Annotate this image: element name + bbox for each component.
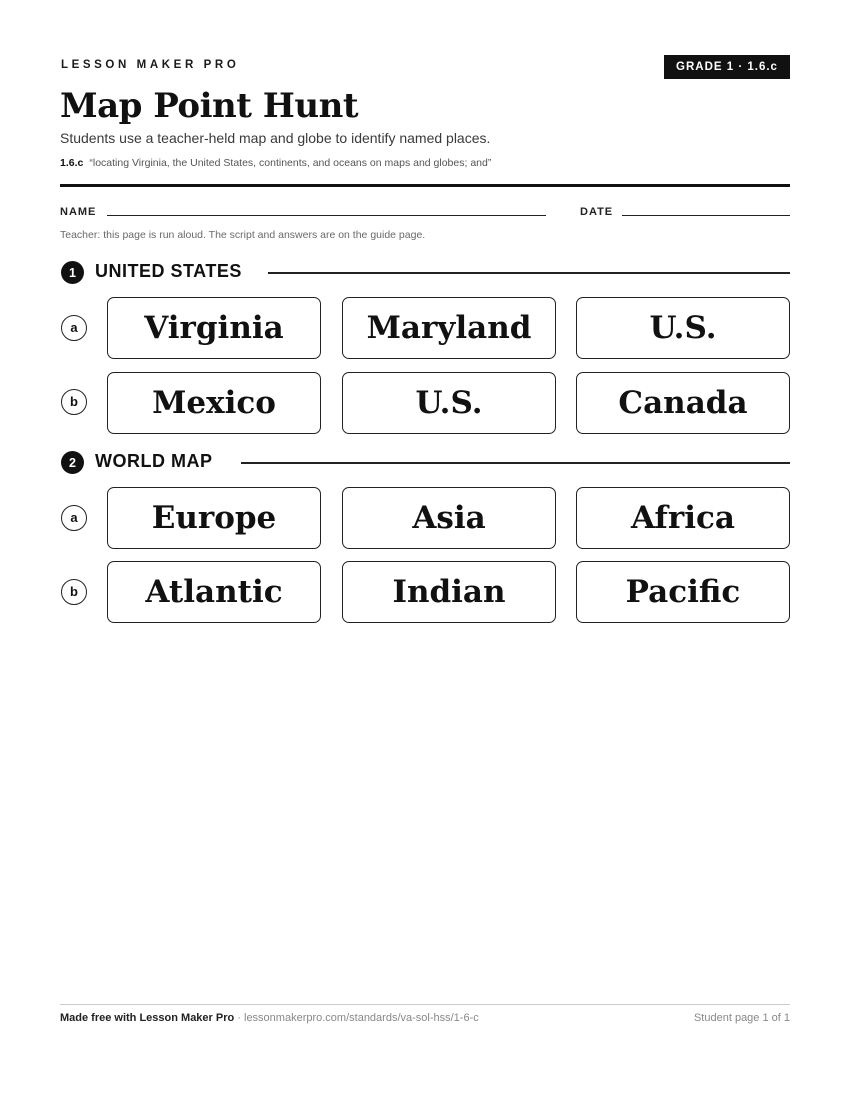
place-card-canada: Canada	[576, 372, 790, 434]
date-field[interactable]	[622, 215, 790, 216]
standard-text: “locating Virginia, the United States, continents, and oceans on maps and globes; and”	[89, 157, 492, 169]
row-2b-letter: b	[61, 579, 87, 605]
row-1b-letter: b	[61, 389, 87, 415]
section-2-title: WORLD MAP	[95, 451, 213, 471]
section-2-number: 2	[61, 451, 84, 474]
brand-name: LESSON MAKER PRO	[61, 59, 240, 71]
page-title: Map Point Hunt	[60, 86, 359, 126]
date-label: DATE	[580, 206, 614, 218]
place-card-europe: Europe	[107, 487, 321, 549]
standard-line	[60, 157, 491, 169]
name-label: NAME	[60, 206, 97, 218]
standard-code: 1.6.c	[60, 157, 84, 169]
page-subtitle: Students use a teacher-held map and globe to identify named places.	[60, 130, 491, 146]
header-divider	[60, 184, 790, 187]
section-1-rule	[268, 272, 790, 274]
place-card-indian: Indian	[342, 561, 556, 623]
place-card-us-2: U.S.	[342, 372, 556, 434]
place-card-virginia: Virginia	[107, 297, 321, 359]
section-1-number: 1	[61, 261, 84, 284]
footer-page-number: Student page 1 of 1	[693, 1012, 790, 1024]
place-card-us: U.S.	[576, 297, 790, 359]
row-2a-letter: a	[61, 505, 87, 531]
name-field[interactable]	[107, 215, 546, 216]
place-card-pacific: Pacific	[576, 561, 790, 623]
teacher-note: Teacher: this page is run aloud. The script and answers are on the guide page.	[60, 229, 426, 241]
section-1-title: UNITED STATES	[95, 261, 242, 281]
place-card-asia: Asia	[342, 487, 556, 549]
place-card-atlantic: Atlantic	[107, 561, 321, 623]
footer-maker: Made free with Lesson Maker Pro	[60, 1012, 235, 1024]
section-2-rule	[241, 462, 790, 464]
footer-divider	[60, 1004, 790, 1005]
place-card-africa: Africa	[576, 487, 790, 549]
grade-badge: GRADE 1 · 1.6.c	[664, 55, 790, 79]
place-card-maryland: Maryland	[342, 297, 556, 359]
row-1a-letter: a	[61, 315, 87, 341]
footer-credit	[60, 1012, 479, 1024]
footer-url: · lessonmakerpro.com/standards/va-sol-hss/1-6-c	[234, 1012, 479, 1024]
place-card-mexico: Mexico	[107, 372, 321, 434]
